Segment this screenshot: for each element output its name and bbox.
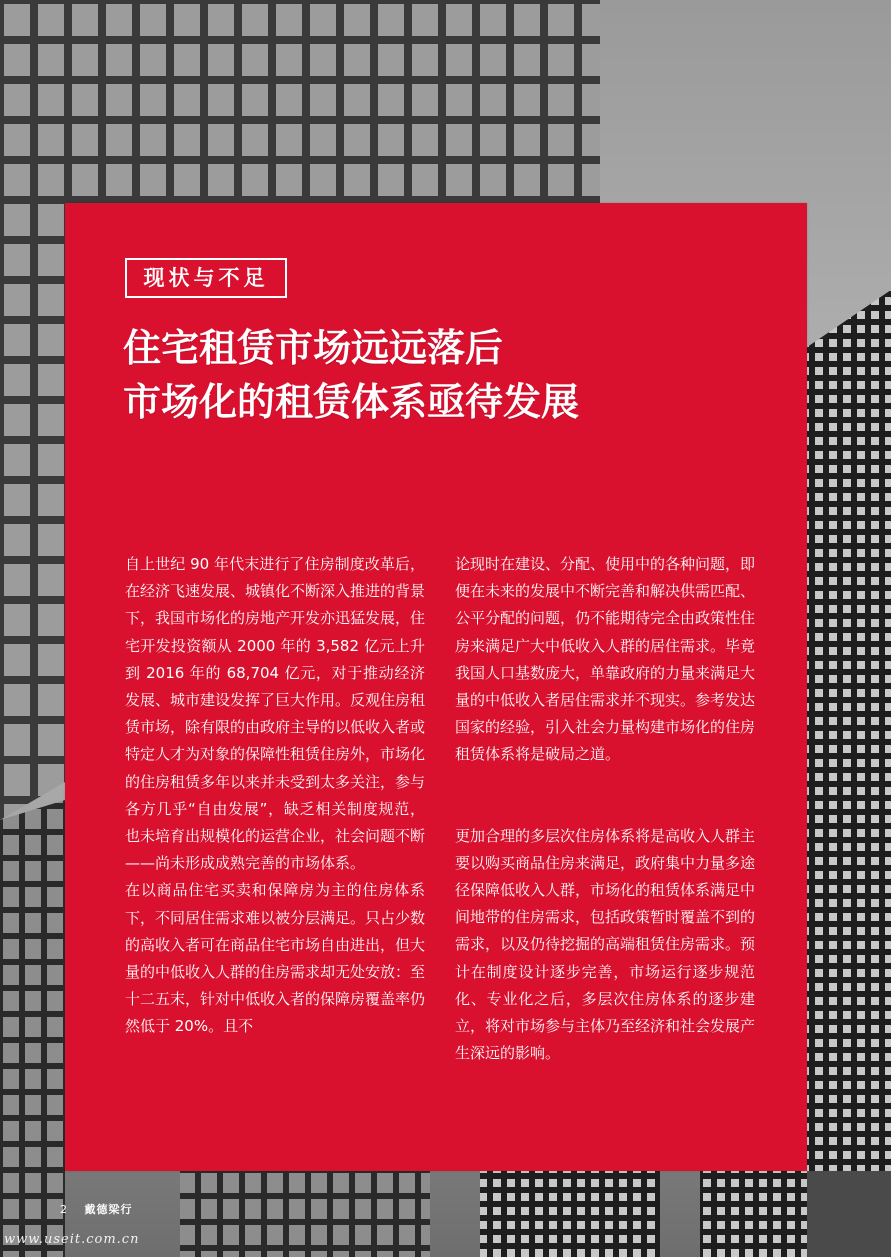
- body-column-right: [455, 551, 755, 1067]
- footer-brand: 戴德梁行: [84, 1203, 133, 1216]
- site-watermark: www.useit.com.cn: [4, 1232, 140, 1247]
- page-number: 2: [60, 1203, 67, 1216]
- body-paragraph: 自上世纪 90 年代末进行了住房制度改革后，在经济飞速发展、城镇化不断深入推进的背景下，我国市场化的房地产开发亦迅猛发展，住宅开发投资额从 2000 年的 3,582 亿元上升到 2016 年的 68,704 亿元，对于推动经济发展、城市建设发挥了巨大作用。反观住房租赁市场，除有限的由政府主导的以低收入者或特定人才为对象的保障性租赁住房外，市场化的住房租赁多年以来并未受到太多关注，参与各方几乎“自由发展”，缺乏相关制度规范，也未培育出规模化的运营企业，社会问题不断——尚未形成成熟完善的市场体系。: [125, 555, 426, 873]
- body-paragraph: 更加合理的多层次住房体系将是高收入人群主要以购买商品住房来满足，政府集中力量多途径保障低收入人群，市场化的租赁体系满足中间地带的住房需求，包括政策暂时覆盖不到的需求，以及仍待挖掘的高端租赁住房需求。预计在制度设计逐步完善，市场运行逐步规范化、专业化之后，多层次住房体系的逐步建立，将对市场参与主体乃至经济和社会发展产生深远的影响。: [455, 826, 756, 1063]
- body-paragraph: 在以商品住宅买卖和保障房为主的住房体系下，不同居住需求难以被分层满足。只占少数的高收入者可在商品住宅市场自由进出，但大量的中低收入人群的住房需求却无处安放：至十二五末，针对中低收入者的保障房覆盖率仍然低于 20%。且不: [125, 881, 426, 1036]
- body-paragraph: 论现时在建设、分配、使用中的各种问题，即便在未来的发展中不断完善和解决供需匹配、公平分配的问题，仍不能期待完全由政策性住房来满足广大中低收入人群的居住需求。毕竟我国人口基数庞大，单靠政府的力量来满足大量的中低收入者居住需求并不现实。参考发达国家的经验，引入社会力量构建市场化的住房租赁体系将是破局之道。: [455, 555, 756, 764]
- red-content-panel: [65, 203, 807, 1171]
- section-tag: 现状与不足: [125, 258, 287, 298]
- page-title: [123, 321, 783, 429]
- page-title-line-2: 市场化的租赁体系亟待发展: [123, 380, 580, 424]
- page-footer: [60, 1200, 133, 1220]
- body-column-left: [125, 551, 425, 1041]
- paragraph-spacer: [455, 769, 755, 823]
- page-title-line-1: 住宅租赁市场远远落后: [123, 326, 504, 370]
